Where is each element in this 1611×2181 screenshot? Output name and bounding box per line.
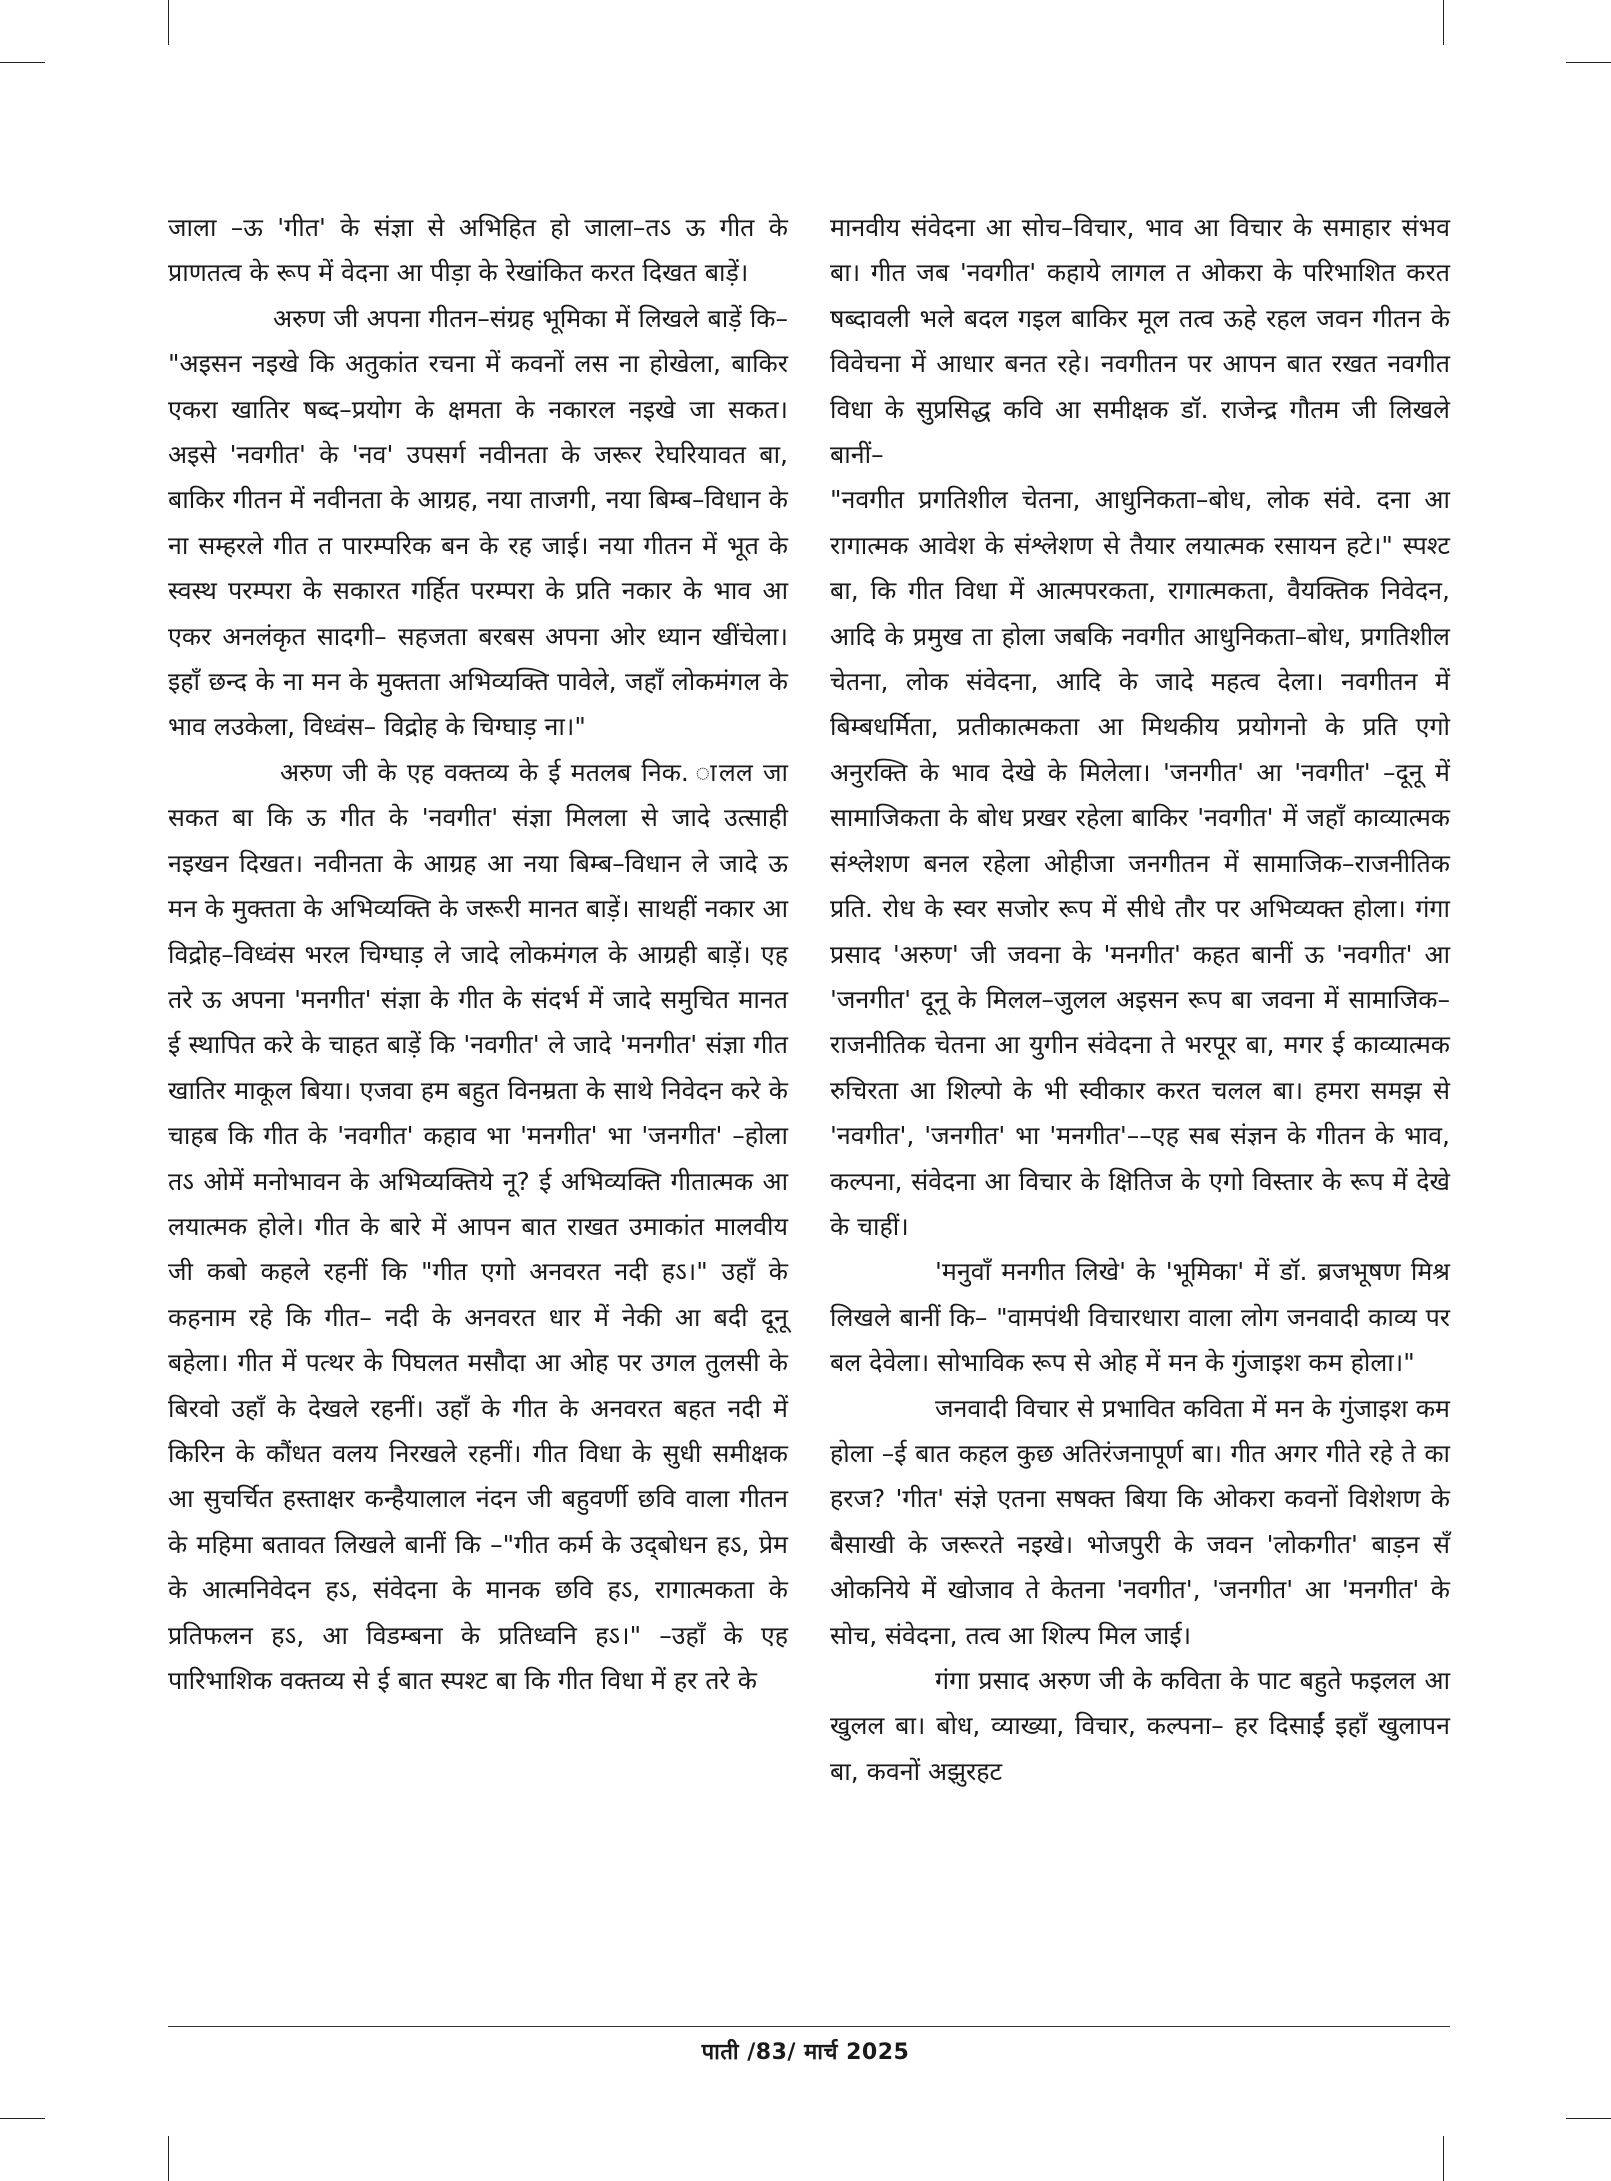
paragraph: "नवगीत प्रगतिशील चेतना, आधुनिकता–बोध, लोक संवे. दना आ रागात्मक आवेश के संश्लेशण से तैयार लयात्मक रसायन हटे।" स्पश्ट बा, कि गीत विधा में आत्मपरकता, रागात्मकता, वैयक्तिक निवेदन, आदि के प्रमुख ता होला जबकि नवगीत आधुनिकता–बोध, प्रगतिशील चेतना, लोक संवेदना, आदि के जादे महत्व देला। नवगीतन में बिम्बधर्मिता, प्रतीकात्मकता आ मिथकीय प्रयोगनो के प्रति एगो अनुरक्ति के भाव देखे के मिलेला। 'जनगीत' आ 'नवगीत' –दूनू में सामाजिकता के बोध प्रखर रहेला बाकिर 'नवगीत' में जहाँ काव्यात्मक संश्लेशण बनल रहेला ओहीजा जनगीतन में सामाजिक–राजनीतिक प्रति. रोध के स्वर सजोर रूप में सीधे तौर पर अभिव्यक्त होला। गंगा प्रसाद 'अरुण' जी जवना के 'मनगीत' कहत बानीं ऊ 'नवगीत' आ 'जनगीत' दूनू के मिलल–जुलल अइसन रूप बा जवना में सामाजिक–राजनीतिक चेतना आ युगीन संवेदना ते भरपूर बा, मगर ई काव्यात्मक रुचिरता आ शिल्पो के भी स्वीकार करत चलल बा। हमरा समझ से 'नवगीत', 'जनगीत' भा 'मनगीत'––एह सब संज्ञन के गीतन के भाव, कल्पना, संवेदना आ विचार के क्षितिज के एगो विस्तार के रूप में देखे के चाहीं। bbox=[830, 485, 1450, 1241]
crop-mark bbox=[1566, 62, 1611, 63]
paragraph: अरुण जी अपना गीतन–संग्रह भूमिका में लिखले बाड़ें कि– "अइसन नइखे कि अतुकांत रचना में कवनों लस ना होखेला, बाकिर एकरा खातिर षब्द–प्रयोग के क्षमता के नकारल नइखे जा सकत। अइसे 'नवगीत' के 'नव' उपसर्ग नवीनता के जरूर रेघरियावत बा, बाकिर गीतन में नवीनता के आग्रह, नया ताजगी, नया बिम्ब–विधान के ना सम्हरले गीत त पारम्परिक बन के रह जाई। नया गीतन में भूत के स्वस्थ परम्परा के सकारत गर्हित परम्परा के प्रति नकार के भाव आ एकर अनलंकृत सादगी– सहजता बरबस अपना ओर ध्यान खींचेला। इहाँ छन्द के ना मन के मुक्तता अभिव्यक्ति पावेले, जहाँ लोकमंगल के भाव लउकेला, विध्वंस– विद्रोह के चिग्घाड़ ना।" bbox=[168, 303, 788, 742]
paragraph: गंगा प्रसाद अरुण जी के कविता के पाट बहुते फइलल आ खुलल बा। बोध, व्याख्या, विचार, कल्पना– हर दिसाईं इहाँ खुलापन बा, कवनों अझुरहट bbox=[830, 1666, 1450, 1786]
paragraph: अरुण जी के एह वक्तव्य के ई मतलब निक. ालल जा सकत बा कि ऊ गीत के 'नवगीत' संज्ञा मिलला से जादे उत्साही नइखन दिखत। नवीनता के आग्रह आ नया बिम्ब–विधान ले जादे ऊ मन के मुक्तता के अभिव्यक्ति के जरूरी मानत बाड़ें। साथहीं नकार आ विद्रोह–विध्वंस भरल चिग्घाड़ ले जादे लोकमंगल के आग्रही बाड़ें। एह तरे ऊ अपना 'मनगीत' संज्ञा के गीत के संदर्भ में जादे समुचित मानत ई स्थापित करे के चाहत बाड़ें कि 'नवगीत' ले जादे 'मनगीत' संज्ञा गीत खातिर माकूल बिया। एजवा हम बहुत विनम्रता के साथे निवेदन करे के चाहब कि गीत के 'नवगीत' कहाव भा 'मनगीत' भा 'जनगीत' –होला तऽ ओमें मनोभावन के अभिव्यक्तिये नू? ई अभिव्यक्ति गीतात्मक आ लयात्मक होले। गीत के बारे में आपन बात राखत उमाकांत मालवीय जी कबो कहले रहनीं कि "गीत एगो अनवरत नदी हऽ।" उहाँ के कहनाम रहे कि गीत– नदी के अनवरत धार में नेकी आ बदी दूनू बहेला। गीत में पत्थर के पिघलत मसौदा आ ओह पर उगल तुलसी के बिरवो उहाँ के देखले रहनीं। उहाँ के गीत के अनवरत बहत नदी में किरिन के कौंधत वलय निरखले रहनीं। गीत विधा के सुधी समीक्षक आ सुचर्चित हस्ताक्षर कन्हैयालाल नंदन जी बहुवर्णी छवि वाला गीतन के महिमा बतावत लिखले बानीं कि –"गीत कर्म के उद्‌बोधन हऽ, प्रेम के आत्मनिवेदन हऽ, संवेदना के मानक छवि हऽ, रागात्मकता के प्रतिफलन हऽ, आ विडम्बना के प्रतिध्वनि हऽ।" –उहाँ के एह पारिभाशिक वक्तव्य से ई बात स्पश्ट बा कि गीत विधा में हर तरे के bbox=[168, 757, 788, 1695]
paragraph: मानवीय संवेदना आ सोच–विचार, भाव आ विचार के समाहार संभव बा। गीत जब 'नवगीत' कहाये लागल त ओकरा के परिभाशित करत षब्दावली भले बदल गइल बाकिर मूल तत्व ऊहे रहल जवन गीतन के विवेचना में आधार बनत रहे। नवगीतन पर आपन बात रखत नवगीत विधा के सुप्रसिद्ध कवि आ समीक्षक डॉ. राजेन्द्र गौतम जी लिखले बानीं– bbox=[830, 213, 1450, 470]
crop-mark bbox=[1443, 2136, 1444, 2181]
paragraph: जनवादी विचार से प्रभावित कविता में मन के गुंजाइश कम होला –ई बात कहल कुछ अतिरंजनापूर्ण बा। गीत अगर गीते रहे ते का हरज? 'गीत' संज्ञे एतना सषक्त बिया कि ओकरा कवनों विशेशण के बैसाखी के जरूरते नइखे। भोजपुरी के जवन 'लोकगीत' बाड़न सँ ओकनिये में खोजाव ते केतना 'नवगीत', 'जनगीत' आ 'मनगीत' के सोच, संवेदना, तत्व आ शिल्प मिल जाई। bbox=[830, 1393, 1450, 1650]
footer-divider bbox=[168, 2026, 1450, 2027]
left-column bbox=[168, 205, 788, 1703]
crop-mark bbox=[1443, 0, 1444, 45]
crop-mark bbox=[0, 2118, 45, 2119]
crop-mark bbox=[168, 2136, 169, 2181]
crop-mark bbox=[168, 0, 169, 45]
paragraph: 'मनुवाँ मनगीत लिखे' के 'भूमिका' में डॉ. ब्रजभूषण मिश्र लिखले बानीं कि– "वामपंथी विचारधारा वाला लोग जनवादी काव्य पर बल देवेला। सोभाविक रूप से ओह में मन के गुंजाइश कम होला।" bbox=[830, 1257, 1450, 1378]
page-footer: पाती /83/ मार्च 2025 bbox=[701, 2040, 910, 2065]
crop-mark bbox=[0, 62, 45, 63]
crop-mark bbox=[1566, 2118, 1611, 2119]
right-column bbox=[830, 205, 1450, 1794]
paragraph: जाला –ऊ 'गीत' के संज्ञा से अभिहित हो जाला–तऽ ऊ गीत के प्राणतत्व के रूप में वेदना आ पीड़ा के रेखांकित करत दिखत बाड़ें। bbox=[168, 213, 788, 288]
